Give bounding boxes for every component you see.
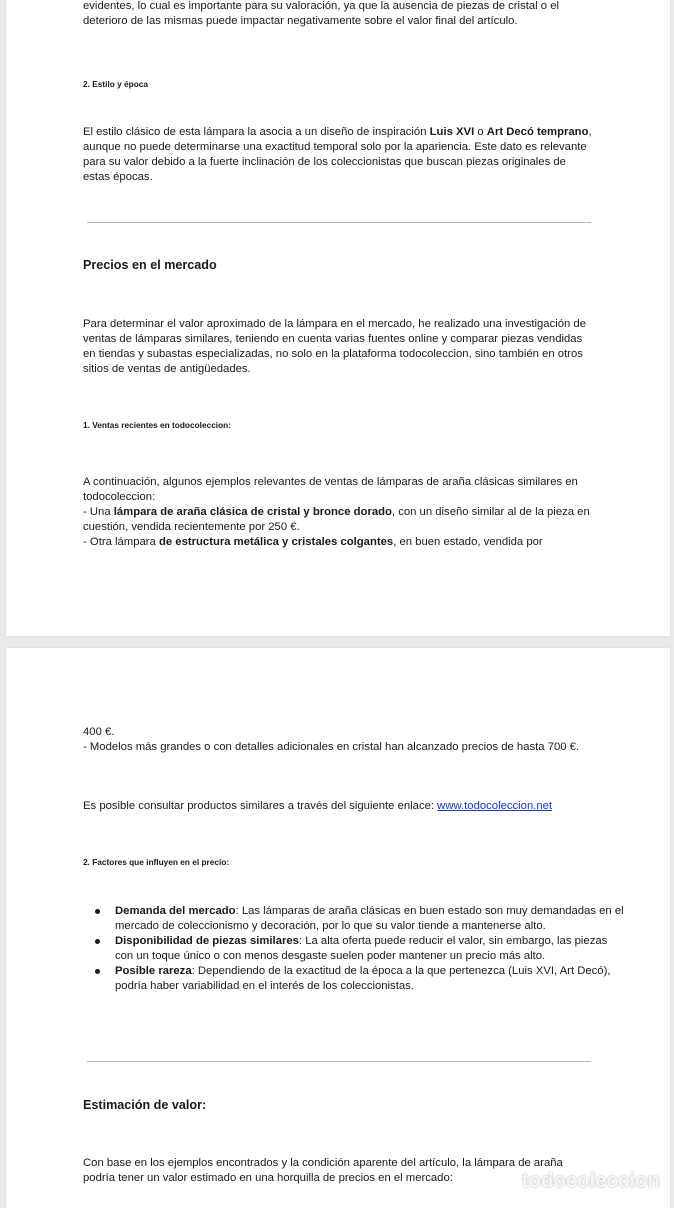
sale1-text-2: , con un diseño similar al de la pieza en cuestión, vendida recientemente por 250 €.	[83, 506, 590, 533]
estimate-heading: Estimación de valor:	[83, 1098, 207, 1112]
watermark-text: todocoleccion	[521, 1170, 660, 1192]
partial-line-1: evidentes, lo cual es importante para su valoración, ya que la ausencia de piezas de cristal o el	[83, 0, 560, 12]
style-heading: 2. Estilo y época	[83, 79, 149, 89]
document-page-1	[6, 0, 670, 636]
link-paragraph	[83, 799, 595, 814]
factors-heading: 2. Factores que influyen en el precio:	[83, 857, 230, 867]
factor-1-title: Demanda del mercado	[115, 905, 236, 917]
partial-line-2: deterioro de las mismas puede impactar negativamente sobre el valor final del artículo.	[83, 15, 518, 27]
document-page-2	[6, 648, 670, 1208]
continued-line-1: 400 €.	[83, 726, 115, 738]
style-text-3: , aunque no puede determinarse una exactitud temporal solo por la apariencia. Este dato es relevante para su valor debido a la fuerte inclinación de los coleccionistas que buscan piezas originales de estas épocas.	[83, 126, 592, 183]
sale2-text-2: , en buen estado, vendida por	[393, 536, 543, 548]
sale1-bold: lámpara de araña clásica de cristal y bronce dorado	[113, 506, 392, 518]
todocoleccion-watermark	[522, 1170, 660, 1193]
continued-text	[83, 725, 595, 755]
factor-item	[115, 964, 627, 994]
partial-text-top	[83, 0, 595, 29]
sale1-text-1: - Una	[83, 506, 114, 518]
factor-item	[115, 934, 627, 964]
sales-list	[83, 475, 595, 550]
style-bold-2: Art Decó temprano	[486, 126, 589, 138]
factor-1-text: : Las lámparas de araña clásicas en buen estado son muy demandadas en el mercado de coleccionismo y decoración, por lo que su valor tiende a mantenerse alto.	[115, 905, 624, 932]
market-heading: Precios en el mercado	[83, 258, 217, 272]
sales-intro: A continuación, algunos ejemplos relevantes de ventas de lámparas de araña clásicas similares en todocoleccion:	[83, 476, 578, 503]
link-intro: Es posible consultar productos similares a través del siguiente enlace:	[83, 800, 438, 812]
factor-3-text: : Dependiendo de la exactitud de la época a la que pertenezca (Luis XVI, Art Decó), podría haber variabilidad en el interés de los coleccionistas.	[115, 965, 611, 992]
style-text-2: o	[474, 126, 487, 138]
factor-item	[115, 904, 627, 934]
sale2-bold: de estructura metálica y cristales colgantes	[158, 536, 394, 548]
section-divider-2	[87, 1061, 591, 1062]
style-paragraph	[83, 125, 595, 185]
factors-list	[83, 904, 627, 994]
style-bold-1: Luis XVI	[429, 126, 475, 138]
style-text-1: El estilo clásico de esta lámpara la asocia a un diseño de inspiración	[83, 126, 430, 138]
factor-2-text: : La alta oferta puede reducir el valor, sin embargo, las piezas con un toque único o con menos desgaste suelen poder mantener un precio más alto.	[115, 935, 608, 962]
factor-2-title: Disponibilidad de piezas similares	[115, 935, 299, 947]
factor-3-title: Posible rareza	[115, 965, 192, 977]
estimate-paragraph: Con base en los ejemplos encontrados y la condición aparente del artículo, la lámpara de araña podría tener un valor estimado en una horquilla de precios en el mercado:	[83, 1157, 563, 1184]
section-divider	[87, 222, 591, 223]
todocoleccion-link[interactable]: www.todocoleccion.net	[437, 800, 553, 812]
sale2-text-1: - Otra lámpara	[83, 536, 159, 548]
sales-heading: 1. Ventas recientes en todocoleccion:	[83, 420, 232, 430]
market-paragraph: Para determinar el valor aproximado de la lámpara en el mercado, he realizado una investigación de ventas de lámparas similares, teniendo en cuenta varias fuentes online y comparar piezas vendidas en tiendas y subastas especializadas, no solo en la plataforma todocoleccion, sino también en otros sitios de ventas de antigüedades.	[83, 318, 586, 375]
continued-line-2: - Modelos más grandes o con detalles adicionales en cristal han alcanzado precios de hasta 700 €.	[83, 741, 580, 753]
